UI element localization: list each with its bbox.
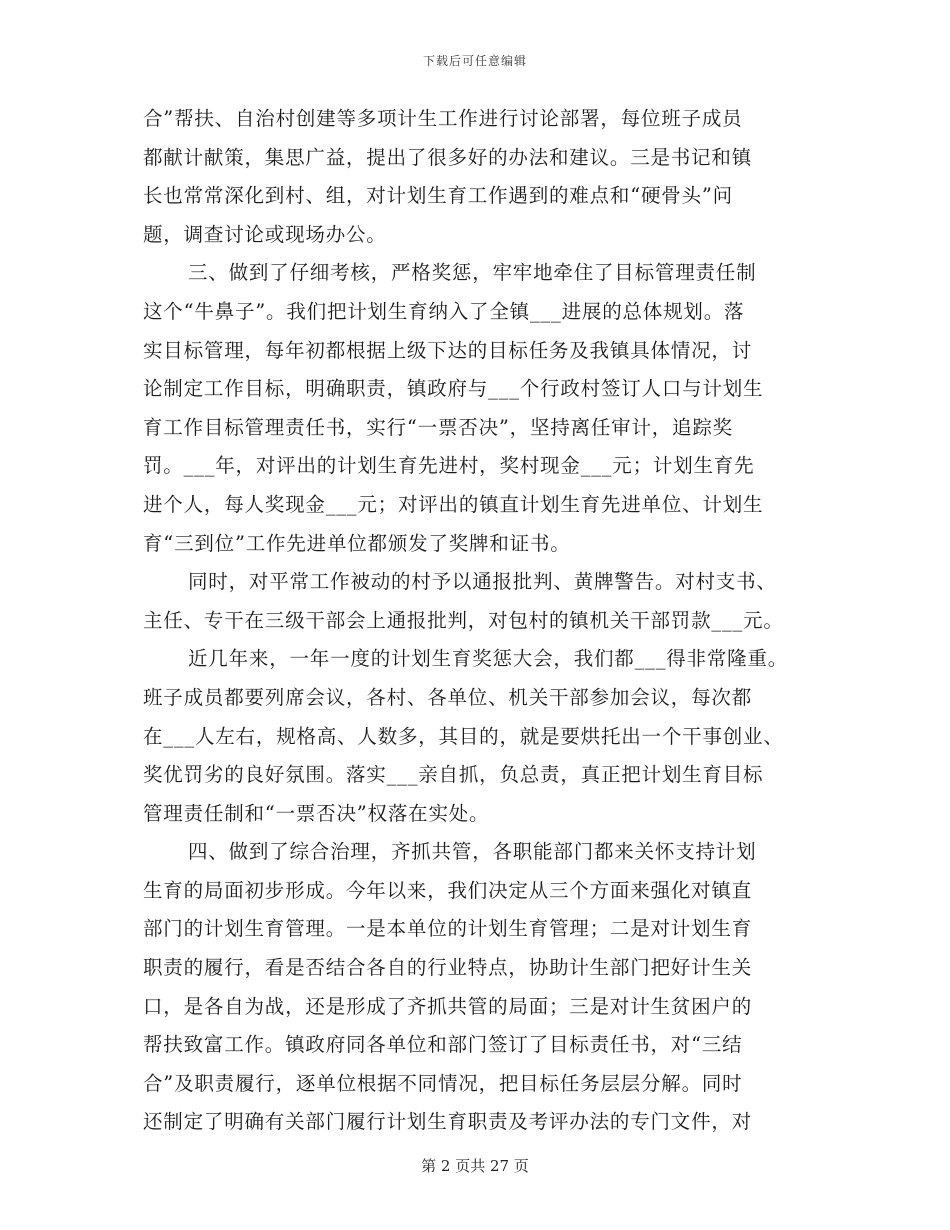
text-line: 合”及职责履行，逐单位根据不同情况，把目标任务层层分解。同时 (143, 1071, 743, 1095)
text-line: 帮扶致富工作。镇政府同各单位和部门签订了目标责任书，对“三结 (143, 1033, 743, 1057)
text-line: 这个“牛鼻子”。我们把计划生育纳入了全镇___进展的总体规划。落 (143, 299, 745, 323)
text-line: 班子成员都要列席会议，各村、各单位、机关干部参加会议，每次都 (143, 685, 753, 709)
text-line: 还制定了明确有关部门履行计划生育职责及考评办法的专门文件，对 (143, 1110, 753, 1134)
text-line: 近几年来，一年一度的计划生育奖惩大会，我们都___得非常隆重。 (188, 647, 789, 671)
text-line: 合”帮扶、自治村创建等多项计生工作进行讨论部署，每位班子成员 (143, 107, 743, 130)
text-line: 育工作目标管理责任书，实行“一票否决”，坚持离任审计，追踪奖 (143, 415, 733, 439)
text-line: 四、做到了综合治理，齐抓共管，各职能部门都来关怀支持计划 (188, 840, 757, 864)
text-line: 职责的履行，看是否结合各自的行业特点，协助计生部门把好计生关 (143, 956, 753, 980)
text-line: 部门的计划生育管理。一是本单位的计划生育管理；二是对计划生育 (143, 917, 753, 941)
page-footer: 第 2 页共 27 页 (421, 1157, 529, 1175)
text-line: 育“三到位”工作先进单位都颁发了奖牌和证书。 (143, 531, 571, 555)
page-header: 下载后可任意编辑 (422, 54, 527, 68)
document-body (143, 100, 823, 1142)
text-line: 都献计献策，集思广益，提出了很多好的办法和建议。三是书记和镇 (143, 145, 753, 169)
text-line: 论制定工作目标，明确职责，镇政府与___个行政村签订人口与计划生 (143, 377, 764, 401)
text-line: 口，是各自为战，还是形成了齐抓共管的局面；三是对计生贫困户的 (143, 994, 753, 1018)
text-line: 主任、专干在三级干部会上通报批判，对包村的镇机关干部罚款___元。 (143, 608, 784, 632)
text-line: 管理责任制和“一票否决”权落在实处。 (143, 801, 490, 825)
text-line: 奖优罚劣的良好氛围。落实___亲自抓，负总责，真正把计划生育目标 (143, 763, 764, 787)
text-line: 在___人左右，规格高、人数多，其目的，就是要烘托出一个干事创业、 (143, 724, 784, 748)
text-line: 长也常常深化到村、组，对计划生育工作遇到的难点和“硬骨头”问 (143, 184, 733, 208)
text-line: 题，调查讨论或现场办公。 (143, 222, 387, 246)
text-line: 罚。___年，对评出的计划生育先进村，奖村现金___元；计划生育先 (143, 454, 755, 478)
text-line: 三、做到了仔细考核，严格奖惩，牢牢地牵住了目标管理责任制 (188, 261, 757, 285)
text-line: 同时，对平常工作被动的村予以通报批判、黄牌警告。对村支书、 (188, 570, 777, 594)
text-line: 生育的局面初步形成。今年以来，我们决定从三个方面来强化对镇直 (143, 878, 753, 902)
text-line: 实目标管理，每年初都根据上级下达的目标任务及我镇具体情况，讨 (143, 338, 753, 362)
text-line: 进个人，每人奖现金___元；对评出的镇直计划生育先进单位、计划生 (143, 492, 764, 516)
